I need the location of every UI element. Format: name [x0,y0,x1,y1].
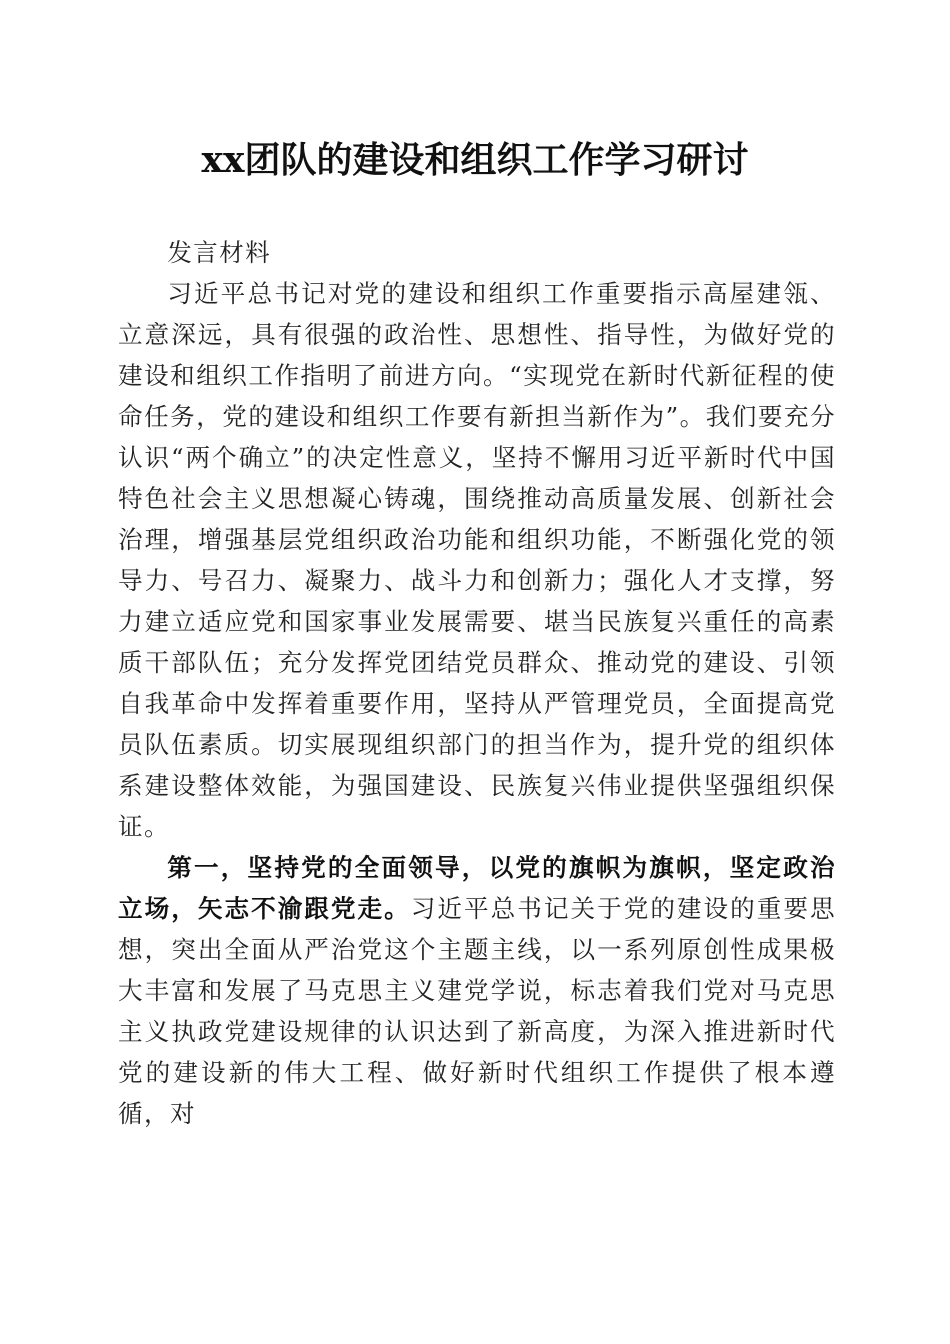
document-title: xx团队的建设和组织工作学习研讨 [201,139,749,181]
paragraph-1: 习近平总书记对党的建设和组织工作重要指示高屋建瓴、立意深远，具有很强的政治性、思想性、指导性，为做好党的建设和组织工作指明了前进方向。“实现党在新时代新征程的使命任务，党的建设和组织工作要有新担当新作为”。我们要充分认识“两个确立”的决定性意义，坚持不懈用习近平新时代中国特色社会主义思想凝心铸魂，围绕推动高质量发展、创新社会治理，增强基层党组织政治功能和组织功能，不断强化党的领导力、号召力、凝聚力、战斗力和创新力；强化人才支撑，努力建立适应党和国家事业发展需要、堪当民族复兴重任的高素质干部队伍；充分发挥党团结党员群众、推动党的建设、引领自我革命中发挥着重要作用，坚持从严管理党员，全面提高党员队伍素质。切实展现组织部门的担当作为，提升党的组织体系建设整体效能，为强国建设、民族复兴伟业提供坚强组织保证。 [118,279,836,841]
paragraph-2-lead: 第一，坚持党的全面领导，以党的旗帜为旗帜，坚定政治立场，矢志不渝跟党走。 [118,853,836,923]
paragraph-2 [118,847,836,1134]
document-body [118,232,836,1134]
subtitle-line: 发言材料 [167,238,272,267]
paragraph-2-rest: 习近平总书记关于党的建设的重要思想，突出全面从严治党这个主题主线，以一系列原创性成果极大丰富和发展了马克思主义建党学说，标志着我们党对马克思主义执政党建设规律的认识达到了新高度，为深入推进新时代党的建设新的伟大工程、做好新时代组织工作提供了根本遵循，对 [118,894,837,1128]
